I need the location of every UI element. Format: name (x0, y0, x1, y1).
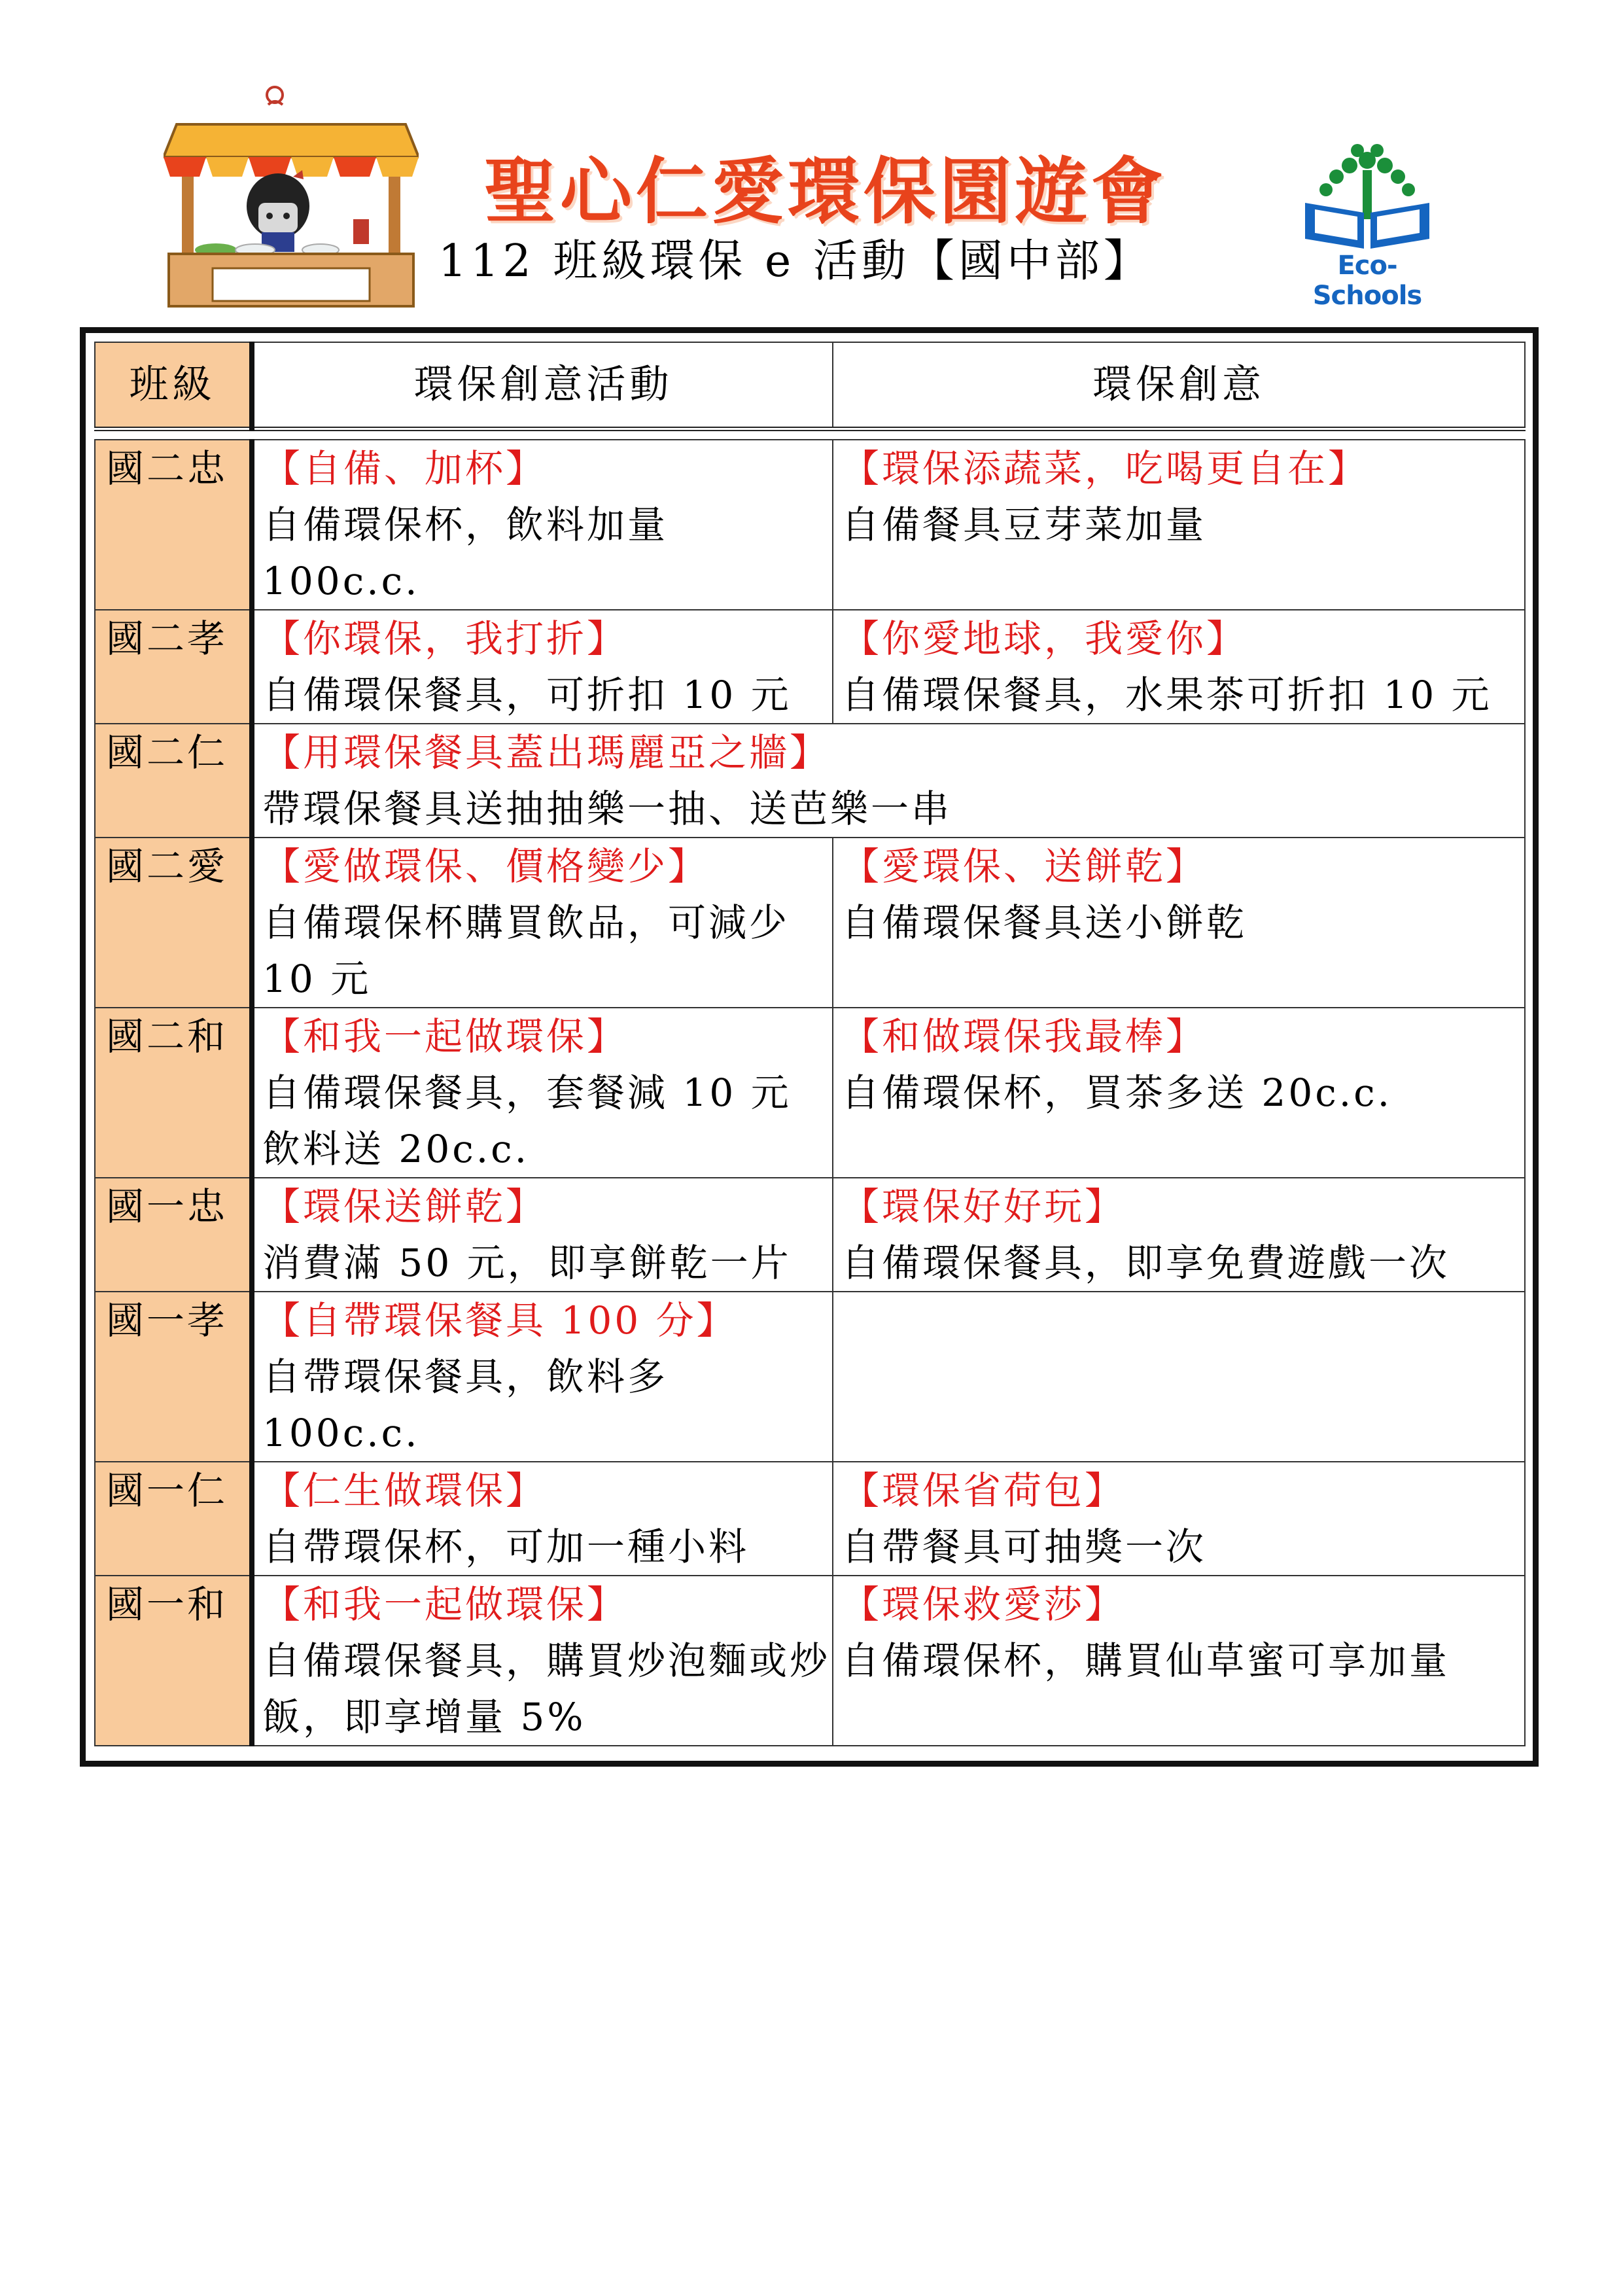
idea-title: 【環保省荷包】 (841, 1468, 1126, 1513)
idea-cell (833, 1178, 1525, 1292)
activity-body: 自備環保餐具，購買炒泡麵或炒飯，即享增量 5% (262, 1638, 831, 1739)
idea-cell (833, 1462, 1525, 1576)
activity-table (80, 327, 1539, 1767)
page-title: 聖心仁愛環保園遊會 (484, 150, 1167, 234)
table-row (95, 724, 1525, 838)
activity-title: 【和我一起做環保】 (262, 1582, 628, 1627)
activity-body: 自帶環保餐具，飲料多 100c.c. (262, 1354, 669, 1455)
class-cell: 國一孝 (95, 1292, 252, 1462)
class-cell: 國二仁 (95, 724, 252, 838)
activity-title: 【自帶環保餐具 100 分】 (262, 1298, 737, 1343)
idea-title: 【你愛地球，我愛你】 (841, 616, 1248, 661)
table-row (95, 1008, 1525, 1178)
table-row (95, 440, 1525, 610)
activity-body: 帶環保餐具送抽抽樂一抽、送芭樂一串 (262, 786, 952, 831)
activity-cell (252, 724, 1525, 838)
table-header-row (95, 342, 1525, 429)
activity-cell (252, 1292, 833, 1462)
header-activity: 環保創意活動 (252, 342, 833, 429)
eco-schools-logo-icon (1292, 141, 1442, 311)
activity-body: 自帶環保杯，可加一種小料 (262, 1525, 750, 1569)
idea-cell (833, 440, 1525, 610)
table-row (95, 838, 1525, 1008)
activity-cell (252, 610, 833, 724)
class-cell: 國一忠 (95, 1178, 252, 1292)
table-row (95, 1576, 1525, 1746)
idea-title: 【和做環保我最棒】 (841, 1014, 1207, 1059)
eco-schools-label: Eco-Schools (1312, 251, 1422, 311)
class-cell: 國二孝 (95, 610, 252, 724)
activity-body: 自備環保餐具，可折扣 10 元 (262, 673, 792, 717)
idea-body: 自備環保餐具，水果茶可折扣 10 元 (841, 673, 1492, 717)
header-class: 班級 (95, 342, 252, 429)
idea-title: 【環保救愛莎】 (841, 1582, 1126, 1627)
activity-cell (252, 1008, 833, 1178)
idea-body: 自備環保餐具送小餅乾 (841, 900, 1248, 945)
activity-title: 【愛做環保、價格變少】 (262, 844, 709, 889)
class-cell: 國二忠 (95, 440, 252, 610)
idea-cell (833, 610, 1525, 724)
activity-body: 自備環保杯購買飲品，可減少 10 元 (262, 900, 790, 1001)
idea-cell (833, 838, 1525, 1008)
activity-cell (252, 1576, 833, 1746)
table-row (95, 1292, 1525, 1462)
idea-title: 【環保好好玩】 (841, 1184, 1126, 1229)
activity-title: 【和我一起做環保】 (262, 1014, 628, 1059)
idea-cell (833, 1576, 1525, 1746)
idea-body: 自備餐具豆芽菜加量 (841, 503, 1207, 547)
idea-body: 自備環保餐具，即享免費遊戲一次 (841, 1241, 1450, 1285)
activity-cell (252, 440, 833, 610)
class-cell: 國二愛 (95, 838, 252, 1008)
activity-body: 自備環保餐具，套餐減 10 元 飲料送 20c.c. (262, 1070, 792, 1171)
activity-cell (252, 1462, 833, 1576)
idea-body: 自備環保杯，購買仙草蜜可享加量 (841, 1638, 1450, 1683)
activity-title: 【仁生做環保】 (262, 1468, 547, 1513)
activity-body: 消費滿 50 元，即享餅乾一片 (262, 1241, 792, 1285)
activity-cell (252, 838, 833, 1008)
page-subtitle: 112 班級環保 e 活動【國中部】 (438, 236, 1152, 287)
class-cell: 國一仁 (95, 1462, 252, 1576)
idea-title: 【愛環保、送餅乾】 (841, 844, 1207, 889)
idea-title: 【環保添蔬菜，吃喝更自在】 (841, 446, 1369, 491)
table-row (95, 610, 1525, 724)
activity-title: 【用環保餐具蓋出瑪麗亞之牆】 (262, 730, 831, 775)
idea-cell (833, 1008, 1525, 1178)
table-row (95, 1178, 1525, 1292)
idea-body: 自備環保杯，買茶多送 20c.c. (841, 1070, 1393, 1115)
table-row (95, 1462, 1525, 1576)
market-stall-icon (164, 79, 419, 308)
activity-title: 【自備、加杯】 (262, 446, 547, 491)
class-cell: 國二和 (95, 1008, 252, 1178)
activity-title: 【你環保，我打折】 (262, 616, 628, 661)
idea-body: 自帶餐具可抽獎一次 (841, 1525, 1207, 1569)
class-cell: 國一和 (95, 1576, 252, 1746)
activity-body: 自備環保杯，飲料加量 100c.c. (262, 503, 669, 603)
activity-cell (252, 1178, 833, 1292)
activity-title: 【環保送餅乾】 (262, 1184, 547, 1229)
idea-cell (833, 1292, 1525, 1462)
header-idea: 環保創意 (833, 342, 1525, 429)
